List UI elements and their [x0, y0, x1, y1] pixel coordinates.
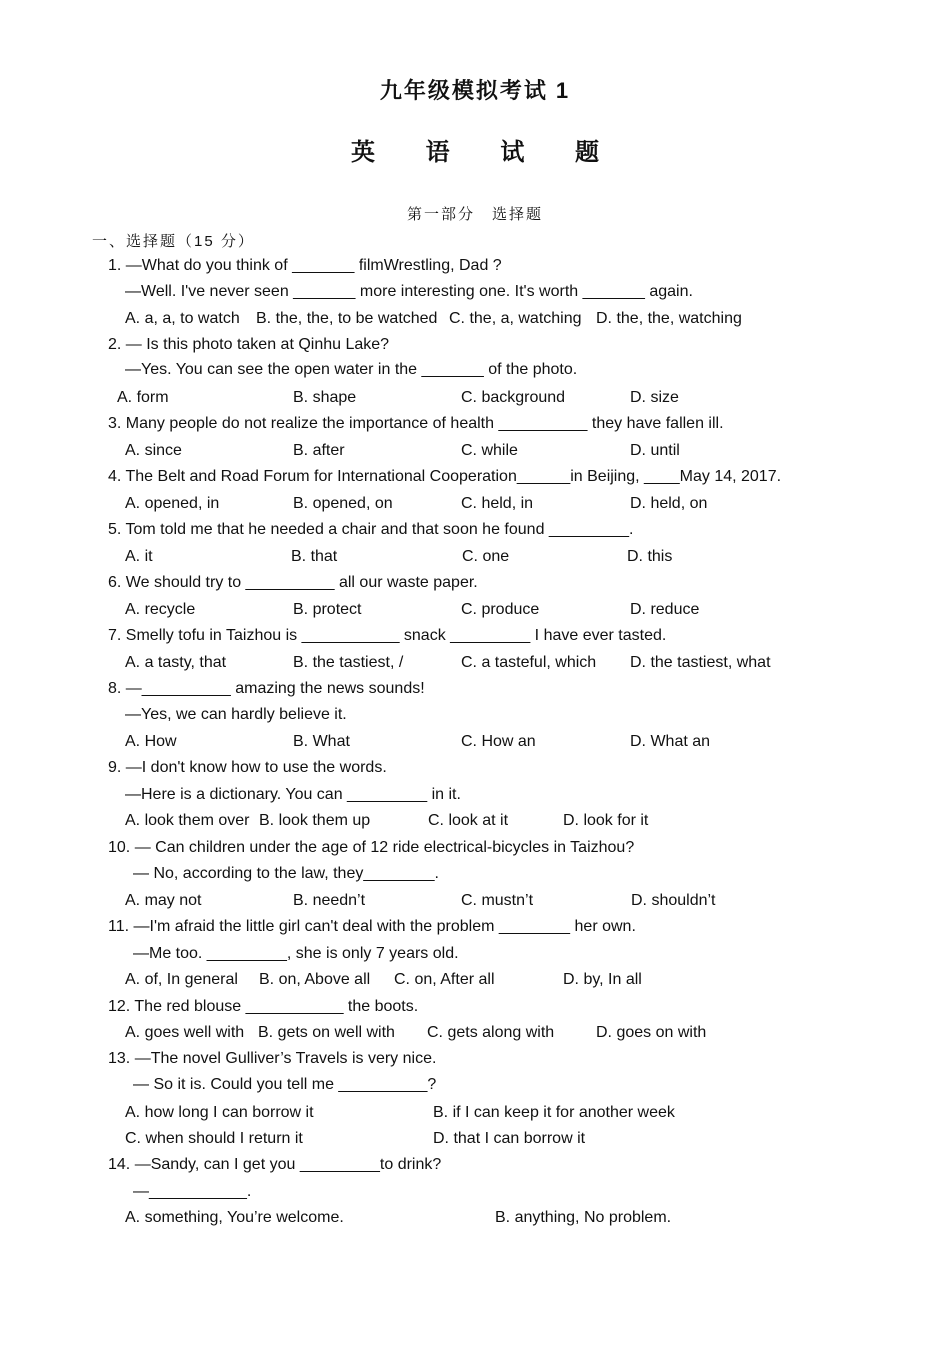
- option-12-d: D. goes on with: [596, 1024, 707, 1041]
- option-1-c: C. the, a, watching: [449, 310, 582, 327]
- option-13-a: A. how long I can borrow it: [125, 1104, 314, 1121]
- option-4-d: D. held, on: [630, 495, 708, 512]
- option-11-c: C. on, After all: [394, 971, 495, 988]
- option-14-a: A. something, You’re welcome.: [125, 1209, 344, 1226]
- option-11-b: B. on, Above all: [259, 971, 371, 988]
- option-9-b: B. look them up: [259, 812, 371, 829]
- question-11: 11. —I'm afraid the little girl can't deal with the problem ________ her own.: [108, 918, 636, 935]
- option-11-d: D. by, In all: [563, 971, 642, 988]
- question-14-line: —___________.: [133, 1183, 252, 1200]
- option-14-b: B. anything, No problem.: [495, 1209, 672, 1226]
- option-2-d: D. size: [630, 389, 679, 406]
- option-9-d: D. look for it: [563, 812, 649, 829]
- question-14: 14. —Sandy, can I get you _________to drink?: [108, 1156, 442, 1173]
- option-13-c: C. when should I return it: [125, 1130, 303, 1147]
- question-9: 9. —I don't know how to use the words.: [108, 759, 387, 776]
- option-2-c: C. background: [461, 389, 566, 406]
- option-8-b: B. What: [293, 733, 350, 750]
- question-10-line: — No, according to the law, they________.: [133, 865, 439, 882]
- option-1-b: B. the, the, to be watched: [256, 310, 438, 327]
- option-7-b: B. the tastiest, /: [293, 654, 404, 671]
- option-2-a: A. form: [117, 389, 169, 406]
- part-title: 第一部分 选择题: [406, 206, 543, 223]
- option-7-d: D. the tastiest, what: [630, 654, 771, 671]
- option-1-d: D. the, the, watching: [596, 310, 742, 327]
- question-13: 13. —The novel Gulliver’s Travels is very nice.: [108, 1050, 437, 1067]
- question-2-line: —Yes. You can see the open water in the _______ of the photo.: [125, 361, 578, 378]
- option-6-d: D. reduce: [630, 601, 700, 618]
- option-7-a: A. a tasty, that: [125, 654, 227, 671]
- option-8-a: A. How: [125, 733, 177, 750]
- question-7: 7. Smelly tofu in Taizhou is ___________ snack _________ I have ever tasted.: [108, 627, 667, 644]
- question-8-line: —Yes, we can hardly believe it.: [125, 706, 347, 723]
- option-3-b: B. after: [293, 442, 345, 459]
- option-8-c: C. How an: [461, 733, 536, 750]
- question-2: 2. — Is this photo taken at Qinhu Lake?: [108, 336, 390, 353]
- question-10: 10. — Can children under the age of 12 ride electrical-bicycles in Taizhou?: [108, 839, 635, 856]
- option-2-b: B. shape: [293, 389, 357, 406]
- option-13-b: B. if I can keep it for another week: [433, 1104, 675, 1121]
- option-10-a: A. may not: [125, 892, 202, 909]
- option-8-d: D. What an: [630, 733, 711, 750]
- option-7-c: C. a tasteful, which: [461, 654, 597, 671]
- option-10-c: C. mustn’t: [461, 892, 534, 909]
- option-5-a: A. it: [125, 548, 153, 565]
- option-10-d: D. shouldn’t: [631, 892, 716, 909]
- option-1-a: A. a, a, to watch: [125, 310, 240, 327]
- exam-title: 九年级模拟考试 1: [379, 78, 571, 103]
- option-3-a: A. since: [125, 442, 182, 459]
- option-6-b: B. protect: [293, 601, 362, 618]
- option-4-c: C. held, in: [461, 495, 534, 512]
- section-title: 一、选择题（15 分）: [92, 233, 255, 250]
- option-4-b: B. opened, on: [293, 495, 393, 512]
- option-6-c: C. produce: [461, 601, 540, 618]
- question-5: 5. Tom told me that he needed a chair and that soon he found _________.: [108, 521, 634, 538]
- option-13-d: D. that I can borrow it: [433, 1130, 586, 1147]
- option-11-a: A. of, In general: [125, 971, 238, 988]
- question-9-line: —Here is a dictionary. You can _________ in it.: [125, 786, 461, 803]
- subject-title: 英 语 试 题: [350, 139, 621, 166]
- option-5-c: C. one: [462, 548, 510, 565]
- question-4: 4. The Belt and Road Forum for International Cooperation______in Beijing, ____May 14, 2017.: [108, 468, 782, 485]
- question-1-line: —Well. I've never seen _______ more interesting one. It's worth _______ again.: [125, 283, 693, 300]
- question-11-line: —Me too. _________, she is only 7 years old.: [133, 945, 459, 962]
- option-4-a: A. opened, in: [125, 495, 220, 512]
- question-12: 12. The red blouse ___________ the boots.: [108, 998, 419, 1015]
- option-12-a: A. goes well with: [125, 1024, 245, 1041]
- option-12-c: C. gets along with: [427, 1024, 555, 1041]
- question-13-line: — So it is. Could you tell me __________?: [133, 1076, 437, 1093]
- option-12-b: B. gets on well with: [258, 1024, 395, 1041]
- question-6: 6. We should try to __________ all our waste paper.: [108, 574, 478, 591]
- option-5-d: D. this: [627, 548, 673, 565]
- question-8: 8. —__________ amazing the news sounds!: [108, 680, 425, 697]
- question-1: 1. —What do you think of _______ filmWrestling, Dad ?: [108, 257, 502, 274]
- option-9-c: C. look at it: [428, 812, 509, 829]
- question-3: 3. Many people do not realize the importance of health __________ they have fallen ill.: [108, 415, 724, 432]
- option-3-c: C. while: [461, 442, 518, 459]
- option-3-d: D. until: [630, 442, 680, 459]
- option-5-b: B. that: [291, 548, 338, 565]
- option-6-a: A. recycle: [125, 601, 196, 618]
- option-10-b: B. needn’t: [293, 892, 366, 909]
- option-9-a: A. look them over: [125, 812, 250, 829]
